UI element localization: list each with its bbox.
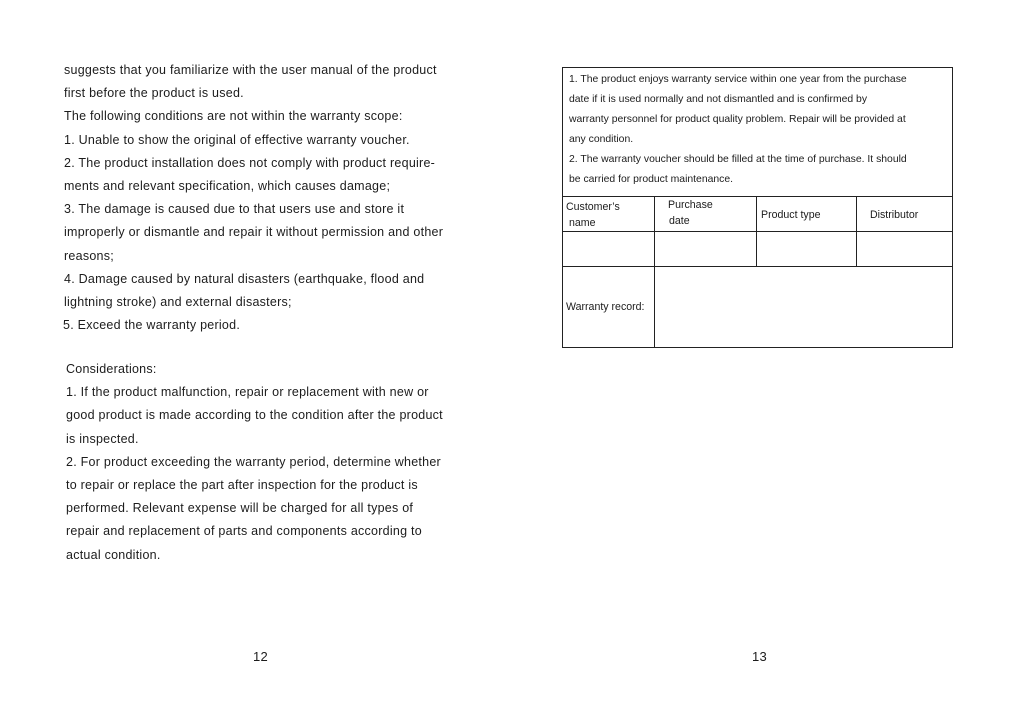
text-line: actual condition. — [66, 547, 161, 562]
text-line: lightning stroke) and external disasters; — [64, 295, 292, 310]
text-line: improperly or dismantle and repair it without permission and other — [64, 225, 444, 240]
table-row — [563, 232, 952, 267]
considerations-text — [66, 358, 443, 567]
right-page — [510, 0, 1020, 713]
header-label: date — [669, 215, 690, 227]
header-label: Purchase — [668, 199, 713, 211]
text-line: 2. The product installation does not comply with product require- — [64, 155, 436, 170]
table-header-row — [563, 197, 952, 232]
terms-line: be carried for product maintenance. — [569, 174, 734, 185]
text-line: 1. If the product malfunction, repair or replacement with new or — [66, 385, 429, 400]
text-line: suggests that you familiarize with the user manual of the product — [64, 63, 437, 77]
text-line: performed. Relevant expense will be charged for all types of — [66, 501, 414, 516]
customer-name-cell[interactable] — [563, 232, 655, 266]
customer-name-header — [563, 197, 655, 231]
header-label: Customer’s — [566, 201, 620, 213]
text-line: 4. Damage caused by natural disasters (earthquake, flood and — [64, 271, 425, 286]
product-type-cell[interactable] — [757, 232, 857, 266]
text-line: The following conditions are not within the warranty scope: — [64, 109, 403, 124]
purchase-date-cell[interactable] — [655, 232, 757, 266]
text-line: good product is made according to the condition after the product — [66, 408, 443, 423]
distributor-header — [857, 197, 952, 231]
purchase-date-header — [655, 197, 757, 231]
header-label: Distributor — [870, 209, 919, 221]
text-line: ments and relevant specification, which causes damage; — [64, 179, 391, 194]
terms-line: any condition. — [569, 134, 634, 145]
text-line: 2. For product exceeding the warranty period, determine whether — [66, 454, 441, 469]
page-number: 12 — [253, 649, 269, 664]
warranty-card-table — [562, 67, 953, 348]
warranty-terms — [563, 68, 952, 197]
warranty-record-label-cell — [563, 267, 655, 347]
warranty-exclusions-text — [64, 59, 443, 337]
text-line: repair and replacement of parts and components according to — [66, 524, 422, 539]
page-number: 13 — [752, 649, 768, 664]
terms-line: warranty personnel for product quality problem. Repair will be provided at — [569, 114, 906, 125]
text-line: 1. Unable to show the original of effective warranty voucher. — [64, 132, 410, 147]
section-heading: Considerations: — [66, 362, 157, 376]
header-label: name — [569, 217, 596, 229]
text-line: to repair or replace the part after inspection for the product is — [66, 478, 418, 493]
text-line: first before the product is used. — [64, 86, 244, 101]
terms-line: 2. The warranty voucher should be filled at the time of purchase. It should — [569, 154, 907, 165]
warranty-record-row — [563, 267, 952, 347]
product-type-header — [757, 197, 857, 231]
terms-line: 1. The product enjoys warranty service within one year from the purchase — [569, 74, 907, 85]
warranty-record-cell[interactable] — [655, 267, 952, 347]
header-label: Product type — [761, 209, 821, 221]
text-line: is inspected. — [66, 431, 139, 446]
terms-line: date if it is used normally and not dismantled and is confirmed by — [569, 94, 868, 105]
text-line: 5. Exceed the warranty period. — [63, 318, 241, 333]
warranty-record-label: Warranty record: — [566, 301, 645, 313]
text-line: reasons; — [64, 248, 114, 263]
distributor-cell[interactable] — [857, 232, 952, 266]
text-line: 3. The damage is caused due to that users use and store it — [64, 202, 405, 217]
